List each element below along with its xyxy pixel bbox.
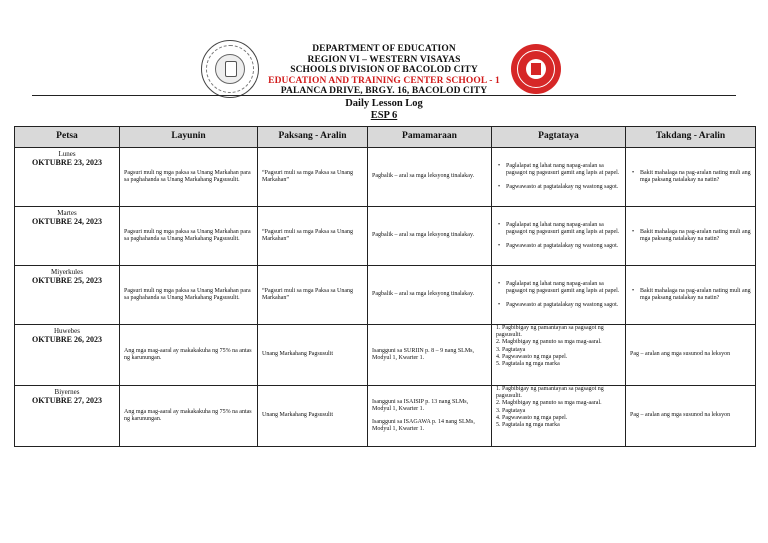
takdang-cell bbox=[626, 207, 756, 266]
pagtataya-item: • Pagwawasto at pagtatalakay ng wastong sagot. bbox=[496, 302, 621, 309]
layunin-cell bbox=[120, 207, 258, 266]
column-header-paksa: Paksang - Aralin bbox=[258, 127, 368, 148]
pagtataya-step: 2. Magbibigay ng panuto sa mga mag-aaral. bbox=[496, 400, 602, 407]
takdang-cell bbox=[626, 148, 756, 207]
paksa-cell bbox=[258, 325, 368, 386]
pagtataya-item: • Pagwawasto at pagtatalakay ng wastong sagot. bbox=[496, 243, 621, 250]
takdang-text: Pag – aralan ang mga susunod na leksyon bbox=[630, 351, 731, 358]
header-line-division: SCHOOLS DIVISION OF BACOLOD CITY bbox=[290, 65, 478, 75]
document-header bbox=[0, 44, 768, 97]
pamamaraan-cell bbox=[368, 386, 492, 447]
lesson-log-table bbox=[14, 126, 756, 447]
day-name: Martes bbox=[57, 209, 77, 217]
pamamaraan-cell bbox=[368, 266, 492, 325]
pagtataya-cell bbox=[492, 325, 626, 386]
takdang-text: • Bakit mahalaga na pag-aralan nating muli ang mga paksang natalakay na natin? bbox=[630, 229, 751, 243]
paksa-text: “Pagsuri muli sa mga Paksa sa Unang Markahan” bbox=[262, 287, 353, 301]
header-line-agency: DEPARTMENT OF EDUCATION bbox=[312, 44, 456, 54]
layunin-text: Pagsuri muli ng mga paksa sa Unang Markahan para sa paghahanda sa Unang Markahang Pagsusulit. bbox=[124, 228, 251, 242]
takdang-text: • Bakit mahalaga na pag-aralan nating muli ang mga paksang natalakay na natin? bbox=[630, 288, 751, 302]
date-label: OKTUBRE 23, 2023 bbox=[31, 158, 102, 167]
header-line-address: PALANCA DRIVE, BRGY. 16, BACOLOD CITY bbox=[280, 86, 488, 96]
layunin-text: Pagsuri muli ng mga paksa sa Unang Markahan para sa paghahanda sa Unang Markahang Pagsusulit. bbox=[124, 169, 251, 183]
pagtataya-cell bbox=[492, 266, 626, 325]
header-divider bbox=[32, 95, 736, 96]
column-header-layunin: Layunin bbox=[120, 127, 258, 148]
layunin-cell bbox=[120, 386, 258, 447]
pamamaraan-text: Isangguni sa ISAISIP p. 13 nang SLMs, Modyul 1, Kwarter 1. bbox=[372, 398, 469, 412]
pamamaraan-cell bbox=[368, 325, 492, 386]
table-row bbox=[15, 266, 756, 325]
pagtataya-step: 4. Pagwawasto ng mga papel. bbox=[496, 414, 568, 421]
pagtataya-step: 5. Pagtatala ng mga marka bbox=[496, 361, 560, 368]
table-row bbox=[15, 325, 756, 386]
takdang-cell bbox=[626, 266, 756, 325]
paksa-cell bbox=[258, 266, 368, 325]
paksa-text: Unang Markahang Pagsusulit bbox=[262, 412, 333, 419]
takdang-cell bbox=[626, 386, 756, 447]
day-name: Huwebes bbox=[53, 327, 81, 335]
date-cell bbox=[15, 148, 120, 207]
subject-title: ESP 6 bbox=[370, 110, 398, 121]
header-line-region: REGION VI – WESTERN VISAYAS bbox=[307, 54, 461, 65]
table-row bbox=[15, 148, 756, 207]
takdang-text: • Bakit mahalaga na pag-aralan nating muli ang mga paksang natalakay na natin? bbox=[630, 170, 751, 184]
date-cell bbox=[15, 325, 120, 386]
pagtataya-step: 2. Magbibigay ng panuto sa mga mag-aaral. bbox=[496, 339, 602, 346]
day-name: Biyernes bbox=[54, 388, 80, 396]
paksa-text: Unang Markahang Pagsusulit bbox=[262, 351, 333, 358]
pamamaraan-cell bbox=[368, 207, 492, 266]
pagtataya-step: 5. Pagtatala ng mga marka bbox=[496, 422, 560, 429]
pagtataya-step: 1. Pagbibigay ng pamantayan sa pagsagot ng pagsusulit. bbox=[496, 325, 604, 339]
pagtataya-item: • Paglalapat ng lahat nang napag-aralan sa pagsagot ng pagsusuri gamit ang lapis at papel. bbox=[496, 222, 621, 236]
date-cell bbox=[15, 386, 120, 447]
paksa-cell bbox=[258, 207, 368, 266]
pagtataya-item: • Paglalapat ng lahat nang napag-aralan sa pagsagot ng pagsusuri gamit ang lapis at papel. bbox=[496, 163, 621, 177]
takdang-cell bbox=[626, 325, 756, 386]
date-cell bbox=[15, 266, 120, 325]
takdang-text: Pag – aralan ang mga susunod na leksyon bbox=[630, 412, 731, 419]
layunin-cell bbox=[120, 325, 258, 386]
table-header-row bbox=[15, 127, 756, 148]
date-label: OKTUBRE 24, 2023 bbox=[31, 217, 102, 226]
pamamaraan-cell bbox=[368, 148, 492, 207]
layunin-text: Ang mga mag-aaral ay makakakuha ng 75% na antas ng karunungan. bbox=[124, 347, 252, 361]
pagtataya-step: 3. Pagtataya bbox=[496, 407, 526, 414]
date-cell bbox=[15, 207, 120, 266]
layunin-text: Ang mga mag-aaral ay makakakuha ng 75% na antas ng karunungan. bbox=[124, 408, 252, 422]
table-row bbox=[15, 207, 756, 266]
pamamaraan-text: Isangguni sa ISAGAWA p. 14 nang SLMs, Modyul 1, Kwarter 1. bbox=[372, 419, 475, 433]
pamamaraan-text: Pagbalik – aral sa mga leksyong tinalakay. bbox=[372, 173, 475, 180]
day-name: Miyerkules bbox=[51, 268, 83, 276]
pagtataya-item: • Paglalapat ng lahat nang napag-aralan sa pagsagot ng pagsusuri gamit ang lapis at papel. bbox=[496, 281, 621, 295]
date-label: OKTUBRE 25, 2023 bbox=[31, 276, 102, 285]
date-label: OKTUBRE 27, 2023 bbox=[31, 396, 102, 405]
column-header-pamamaraan: Pamamaraan bbox=[368, 127, 492, 148]
page-title: Daily Lesson Log bbox=[345, 98, 423, 109]
column-header-takdang: Takdang - Aralin bbox=[626, 127, 756, 148]
layunin-cell bbox=[120, 266, 258, 325]
layunin-cell bbox=[120, 148, 258, 207]
date-label: OKTUBRE 26, 2023 bbox=[31, 335, 102, 344]
paksa-cell bbox=[258, 148, 368, 207]
pagtataya-step: 4. Pagwawasto ng mga papel. bbox=[496, 353, 568, 360]
header-line-school: EDUCATION AND TRAINING CENTER SCHOOL - 1 bbox=[268, 75, 500, 86]
day-name: Lunes bbox=[58, 150, 76, 158]
pagtataya-cell bbox=[492, 148, 626, 207]
pamamaraan-text: Pagbalik – aral sa mga leksyong tinalakay. bbox=[372, 291, 475, 298]
paksa-text: “Pagsuri muli sa mga Paksa sa Unang Markahan” bbox=[262, 228, 353, 242]
pagtataya-item: • Pagwawasto at pagtatalakay ng wastong sagot. bbox=[496, 184, 621, 191]
layunin-text: Pagsuri muli ng mga paksa sa Unang Markahan para sa paghahanda sa Unang Markahang Pagsusulit. bbox=[124, 287, 251, 301]
table-row bbox=[15, 386, 756, 447]
pagtataya-step: 3. Pagtataya bbox=[496, 346, 526, 353]
paksa-text: “Pagsuri muli sa mga Paksa sa Unang Markahan” bbox=[262, 169, 353, 183]
column-header-pagtataya: Pagtataya bbox=[492, 127, 626, 148]
pamamaraan-text: Pagbalik – aral sa mga leksyong tinalakay. bbox=[372, 232, 475, 239]
pagtataya-cell bbox=[492, 207, 626, 266]
pagtataya-step: 1. Pagbibigay ng pamantayan sa pagsagot ng pagsusulit. bbox=[496, 386, 604, 400]
pamamaraan-text: Isangguni sa SURIIN p. 8 – 9 nang SLMs, Modyul 1, Kwarter 1. bbox=[372, 347, 474, 361]
pagtataya-cell bbox=[492, 386, 626, 447]
column-header-petsa: Petsa bbox=[15, 127, 120, 148]
paksa-cell bbox=[258, 386, 368, 447]
